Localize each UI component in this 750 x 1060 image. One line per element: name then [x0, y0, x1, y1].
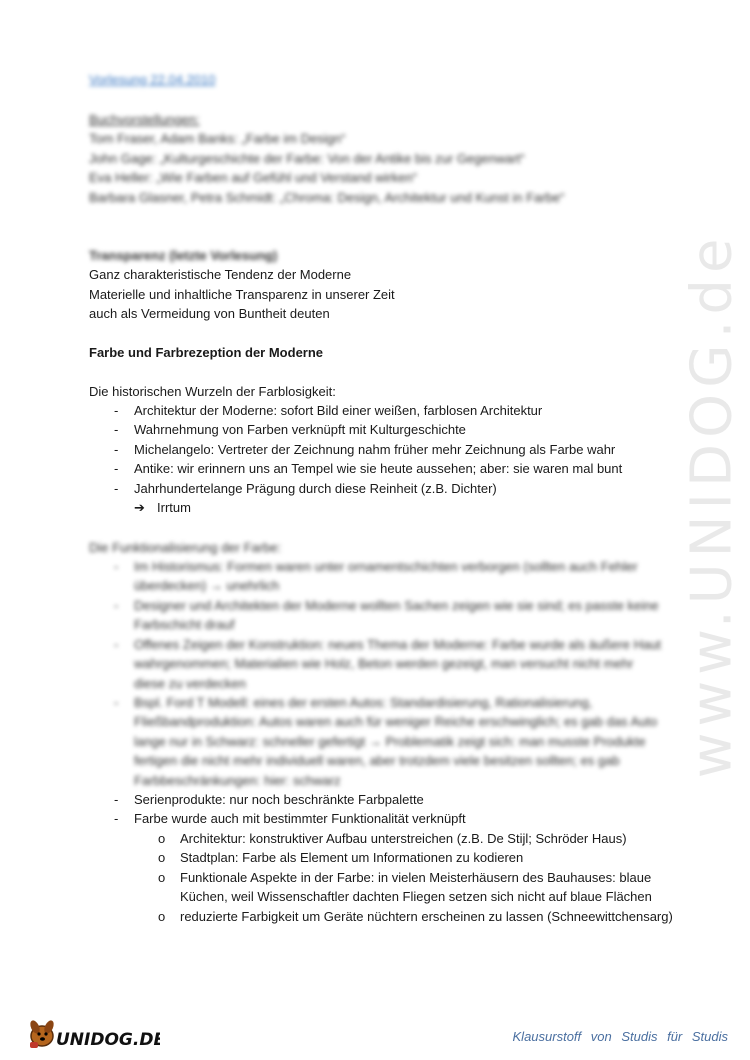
list-item: Jahrhundertelange Prägung durch diese Reinheit (z.B. Dichter) [134, 481, 497, 496]
dash-bullet: - [114, 403, 119, 418]
dash-bullet: - [114, 792, 119, 807]
sub-list-item: Architektur: konstruktiver Aufbau unterstreichen (z.B. De Stijl; Schröder Haus) [180, 831, 627, 846]
list-item: Architektur der Moderne: sofort Bild einer weißen, farblosen Architektur [134, 403, 543, 418]
lecture-date-link[interactable]: Vorlesung 22.04.2010 [89, 72, 216, 87]
dash-bullet: - [114, 559, 119, 574]
arrow-right-icon: ➔ [134, 500, 145, 515]
dog-icon [20, 1012, 160, 1052]
dash-bullet: - [114, 637, 119, 652]
blurred-line: diese zu verdecken [134, 676, 247, 691]
blurred-line: lange nur in Schwarz: schneller gefertigt → Problematik zeigt sich: man musste Produkte [134, 734, 646, 749]
blurred-line: Farbschicht drauf [134, 617, 235, 632]
dash-bullet: - [114, 481, 119, 496]
transparency-heading: Transparenz (letzte Vorlesung) [89, 248, 278, 263]
arrow-item: Irrtum [157, 500, 191, 515]
blurred-line: Designer und Architekten der Moderne wollten Sachen zeigen wie sie sind; es passte keine [134, 598, 659, 613]
book-recs-heading: Buchvorstellungen: [89, 112, 200, 127]
functional-heading: Die Funktionalisierung der Farbe: [89, 540, 282, 555]
blurred-line: Fließbandproduktion: Autos waren auch für weniger Reiche erschwinglich; es gab das Auto [134, 714, 658, 729]
blurred-line: überdecken) → unehrlich [134, 578, 280, 593]
sub-list-item-continuation: Küchen, weil Wissenschaftler dachten Fliegen setzen sich nicht auf blaue Flächen [180, 889, 652, 904]
blurred-line: Farbbeschränkungen: hier: schwarz [134, 773, 341, 788]
footer-tagline: Klausurstoff von Studis für Studis [512, 1029, 728, 1044]
section-title: Farbe und Farbrezeption der Moderne [89, 345, 324, 360]
list-item: Antike: wir erinnern uns an Tempel wie sie heute aussehen; aber: sie waren mal bunt [134, 461, 623, 476]
dash-bullet: - [114, 598, 119, 613]
unidog-logo [20, 1012, 160, 1052]
book-rec-item: Eva Heller: „Wie Farben auf Gefühl und Verstand wirken“ [89, 170, 418, 185]
transparency-line: Ganz charakteristische Tendenz der Moderne [89, 267, 352, 282]
dash-bullet: - [114, 695, 119, 710]
list-item: Serienprodukte: nur noch beschränkte Farbpalette [134, 792, 424, 807]
circle-bullet: o [158, 909, 166, 924]
blurred-line: Offenes Zeigen der Konstruktion: neues Thema der Moderne: Farbe wurde als äußere Haut [134, 637, 662, 652]
blurred-line: Bspl. Ford T Modell: eines der ersten Autos: Standardisierung, Rationalisierung, [134, 695, 593, 710]
book-rec-item: Barbara Glasner, Petra Schmidt: „Chroma: Design, Architektur und Kunst in Farbe“ [89, 190, 565, 205]
dash-bullet: - [114, 461, 119, 476]
list-item: Wahrnehmung von Farben verknüpft mit Kulturgeschichte [134, 422, 466, 437]
sub-list-item: Funktionale Aspekte in der Farbe: in vielen Meisterhäusern des Bauhauses: blaue [180, 870, 652, 885]
watermark-text: www.UNIDOG.de [679, 232, 745, 778]
book-rec-item: Tom Fraser, Adam Banks: „Farbe im Design“ [89, 131, 346, 146]
circle-bullet: o [158, 831, 166, 846]
list-item: Farbe wurde auch mit bestimmter Funktionalität verknüpft [134, 811, 466, 826]
sub-list-item: reduzierte Farbigkeit um Geräte nüchtern erscheinen zu lassen (Schneewittchensarg) [180, 909, 673, 924]
watermark [652, 232, 750, 778]
dash-bullet: - [114, 442, 119, 457]
blurred-line: Im Historismus: Formen waren unter ornamentschichten verborgen (sollten auch Fehler [134, 559, 638, 574]
logo-text: UNIDOG.DE [56, 1030, 160, 1050]
list-item: Michelangelo: Vertreter der Zeichnung nahm früher mehr Zeichnung als Farbe wahr [134, 442, 616, 457]
sub-list-item: Stadtplan: Farbe als Element um Informationen zu kodieren [180, 850, 524, 865]
book-rec-item: John Gage: „Kulturgeschichte der Farbe: Von der Antike bis zur Gegenwart“ [89, 151, 525, 166]
circle-bullet: o [158, 870, 166, 885]
dash-bullet: - [114, 811, 119, 826]
transparency-line: auch als Vermeidung von Buntheit deuten [89, 306, 330, 321]
dash-bullet: - [114, 422, 119, 437]
transparency-line: Materielle und inhaltliche Transparenz in unserer Zeit [89, 287, 395, 302]
blurred-line: wahrgenommen; Materialien wie Holz, Beton werden gezeigt, man versucht nicht mehr [134, 656, 634, 671]
section-intro: Die historischen Wurzeln der Farblosigkeit: [89, 384, 336, 399]
blurred-line: fertigen die nicht mehr individuell waren, aber trotzdem viele besitzen sollten; es gab [134, 753, 620, 768]
circle-bullet: o [158, 850, 166, 865]
